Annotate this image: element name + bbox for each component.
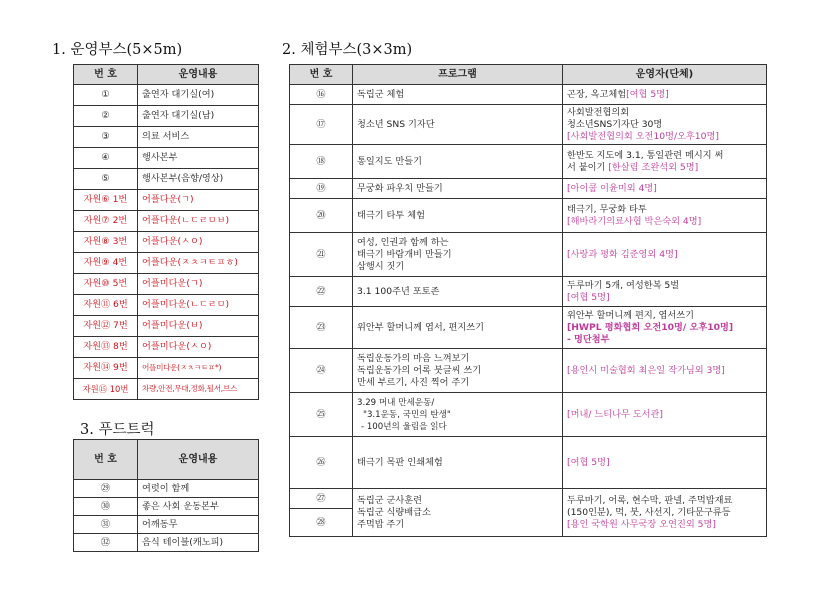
row-operator (563, 307, 767, 349)
row-content: 좋은 사회 운동본부 (138, 498, 259, 516)
row-program (353, 277, 563, 307)
row-program (353, 233, 563, 277)
program-line: 무궁화 파우치 만들기 (357, 182, 443, 194)
row-operator (563, 349, 767, 393)
row-number: 자원⑫ 7번 (74, 316, 138, 337)
program-line: 만세 부르기, 사진 찍어 주기 (357, 376, 470, 388)
row-number: ㉙ (74, 480, 138, 498)
row-number: 자원⑨ 4번 (74, 253, 138, 274)
row-number: 자원⑩ 5번 (74, 274, 138, 295)
row-number: ㉑ (290, 233, 353, 277)
row-content: 어플다운(ㄴㄷㄹㅁㅂ) (138, 211, 259, 232)
operator-text: 사회발전협의회 (567, 106, 630, 118)
row-number: ㉖ (290, 437, 353, 489)
row-content: 어플다운(ㄱ) (138, 190, 259, 211)
operator-group: [HWPL 평화협회 오전10명/ 오후10명] (567, 321, 734, 333)
row-number: 자원⑪ 6번 (74, 295, 138, 316)
program-line: 3.1 100주년 포토존 (357, 285, 440, 297)
operator-text: 서 붙이기 (567, 161, 606, 173)
table-row (74, 274, 259, 295)
row-number: ㉕ (290, 393, 353, 437)
table-row (74, 379, 259, 400)
program-line: 독립군 군사훈련 (357, 494, 423, 506)
row-number: 자원⑥ 1번 (74, 190, 138, 211)
table-row (74, 211, 259, 232)
operator-group: [여협 5명] (567, 456, 610, 468)
table-row (290, 85, 767, 105)
row-program (353, 489, 563, 537)
table-row (74, 295, 259, 316)
row-program (353, 85, 563, 105)
foodtruck-section-title: 3. 푸드트럭 (80, 422, 155, 438)
row-number: ㉔ (290, 349, 353, 393)
row-content: 행사본부(음향/영상) (138, 169, 259, 190)
table-header-row (74, 65, 259, 85)
operator-group: [여협 5명] (567, 291, 610, 303)
table-row (74, 516, 259, 534)
row-number: ㉚ (74, 498, 138, 516)
program-line: 삼행시 짓기 (357, 260, 405, 272)
row-program (353, 145, 563, 179)
row-content: 출연자 대기실(여) (138, 85, 259, 106)
header-number: 번 호 (74, 65, 138, 85)
row-content: 어플다운(ㅅㅇ) (138, 232, 259, 253)
row-content: 음식 테이블(캐노피) (138, 534, 259, 552)
row-operator (563, 393, 767, 437)
experience-table (289, 64, 767, 537)
header-number: 번 호 (290, 65, 353, 85)
operator-text: (150인분), 먹, 붓, 사선지, 기타문구류등 (567, 506, 731, 518)
row-content: 어플미다운(ㄱ) (138, 274, 259, 295)
row-operator (563, 233, 767, 277)
row-number: ③ (74, 127, 138, 148)
operation-section-title: 1. 운영부스(5×5m) (52, 42, 183, 58)
table-row (290, 233, 767, 277)
row-content: 행사본부 (138, 148, 259, 169)
table-row (74, 106, 259, 127)
program-line: 독립군 체험 (357, 88, 405, 100)
table-row (74, 190, 259, 211)
program-line: 위안부 할머니께 엽서, 편지쓰기 (357, 321, 485, 333)
program-line: 통일지도 만들기 (357, 155, 423, 167)
table-header-row (74, 440, 259, 480)
operator-group: [용인시 미술협회 최은일 작가님외 3명] (567, 364, 725, 376)
row-content: 출연자 대기실(남) (138, 106, 259, 127)
row-number: ㉓ (290, 307, 353, 349)
table-row (74, 337, 259, 358)
header-operator: 운영자(단체) (563, 65, 767, 85)
row-number: ⑯ (290, 85, 353, 105)
table-row (74, 480, 259, 498)
row-number: ⑰ (290, 105, 353, 145)
row-content: 어플미다운(ㅈㅊㅋㅌㅍ*) (138, 358, 259, 379)
program-line: 태극기 타투 체험 (357, 209, 425, 221)
row-program (353, 393, 563, 437)
operation-table (73, 64, 259, 400)
program-line: "3.1운동, 국민의 탄생" (363, 409, 451, 420)
row-operator (563, 199, 767, 233)
operator-group: [사랑과 평화 김준영외 4명] (567, 248, 678, 260)
operator-group: [사회발전협의회 오전10명/오후10명] (567, 130, 719, 142)
row-content: 의료 서비스 (138, 127, 259, 148)
table-row (74, 127, 259, 148)
table-row (290, 199, 767, 233)
table-row (74, 169, 259, 190)
program-line: 독립운동가의 어록 붓글씨 쓰기 (357, 364, 482, 376)
table-row (290, 489, 767, 509)
table-row (74, 148, 259, 169)
row-program (353, 349, 563, 393)
row-number: 자원⑦ 2번 (74, 211, 138, 232)
row-number: 자원⑧ 3번 (74, 232, 138, 253)
table-row (290, 349, 767, 393)
table-row (74, 358, 259, 379)
row-operator (563, 145, 767, 179)
row-content: 어플미다운(ㄴㄷㄹㅁ) (138, 295, 259, 316)
table-row (74, 534, 259, 552)
row-number: ⑳ (290, 199, 353, 233)
header-content: 운영내용 (138, 65, 259, 85)
operator-text: 곤장, 옥고체험 (567, 88, 627, 100)
experience-section-title: 2. 체험부스(3×3m) (282, 42, 413, 58)
program-line: - 100년의 울림을 읽다 (361, 421, 447, 432)
program-line: 태극기 바람개비 만들기 (357, 248, 452, 260)
row-program (353, 437, 563, 489)
program-line: 여성, 인권과 함께 하는 (357, 236, 449, 248)
row-content: 어플미다운(ㅂ) (138, 316, 259, 337)
row-content: 여럿이 함께 (138, 480, 259, 498)
row-program (353, 307, 563, 349)
program-line: 독립군 식량배급소 (357, 506, 431, 518)
program-line: 청소년 SNS 기자단 (357, 118, 435, 130)
row-content: 어깨동무 (138, 516, 259, 534)
table-row (74, 316, 259, 337)
table-row (290, 277, 767, 307)
row-operator (563, 105, 767, 145)
table-row (290, 307, 767, 349)
row-content: 어플다운(ㅈㅊㅋㅌㅍㅎ) (138, 253, 259, 274)
row-program (353, 179, 563, 199)
header-number: 번 호 (74, 440, 138, 480)
row-content: 차량,안전,무대,정화,될서,브스 (138, 379, 259, 400)
operator-text: 청소년SNS기자단 30명 (567, 118, 663, 130)
row-number: ① (74, 85, 138, 106)
table-row (290, 437, 767, 489)
row-operator (563, 437, 767, 489)
table-row (74, 85, 259, 106)
row-program (353, 199, 563, 233)
table-row (74, 498, 259, 516)
header-content: 운영내용 (138, 440, 259, 480)
table-header-row (290, 65, 767, 85)
table-row (290, 179, 767, 199)
operator-text: 태극기, 무궁화 타투 (567, 203, 647, 215)
row-number: 자원⑮ 10번 (74, 379, 138, 400)
table-row (74, 253, 259, 274)
row-number: 자원⑭ 9번 (74, 358, 138, 379)
operator-group: [여협 5명] (626, 88, 669, 100)
program-line: 주먹밥 주기 (357, 518, 405, 530)
row-number: ⑱ (290, 145, 353, 179)
row-number: ⑲ (290, 179, 353, 199)
row-number: 자원⑬ 8번 (74, 337, 138, 358)
row-number: ㉒ (290, 277, 353, 307)
program-line: 독립운동가의 마음 느껴보기 (357, 352, 470, 364)
row-number: ④ (74, 148, 138, 169)
operator-text: 두루마기, 어록, 현수막, 판넬, 주먹밥재료 (567, 494, 733, 506)
row-operator (563, 489, 767, 537)
header-program: 프로그램 (353, 65, 563, 85)
program-line: 3.29 머내 만세운동/ (357, 397, 435, 408)
operator-group: [아이쿱 이윤미외 4명] (567, 182, 657, 194)
row-content: 어플미다운(ㅅㅇ) (138, 337, 259, 358)
row-program (353, 105, 563, 145)
operator-text: 두루마기 5개, 여성한복 5벌 (567, 279, 680, 291)
table-row (74, 232, 259, 253)
operator-group: [머내/ 느티나무 도서관] (567, 408, 663, 420)
table-row (290, 145, 767, 179)
row-number: ㉜ (74, 534, 138, 552)
row-number: ㉗ (290, 489, 353, 509)
operator-group: [해바라기의료사협 박은숙외 4명] (567, 215, 702, 227)
table-row (290, 105, 767, 145)
operator-text: 한반도 지도에 3.1, 통일관련 메시지 써 (567, 149, 724, 161)
operator-group: [한살림 조완석외 5명] (608, 161, 699, 173)
program-line: 태극기 목판 인쇄체험 (357, 456, 443, 468)
row-number: ⑤ (74, 169, 138, 190)
row-number: ㉘ (290, 509, 353, 537)
foodtruck-table (73, 439, 259, 552)
row-operator (563, 85, 767, 105)
table-row (290, 393, 767, 437)
row-number: ㉛ (74, 516, 138, 534)
operator-note: - 명단첨부 (567, 333, 610, 345)
row-operator (563, 179, 767, 199)
row-number: ② (74, 106, 138, 127)
operator-text: 위안부 할머니께 편지, 엽서쓰기 (567, 309, 695, 321)
operator-group: [용인 국학원 사무국장 오연진외 5명] (567, 518, 716, 530)
row-operator (563, 277, 767, 307)
